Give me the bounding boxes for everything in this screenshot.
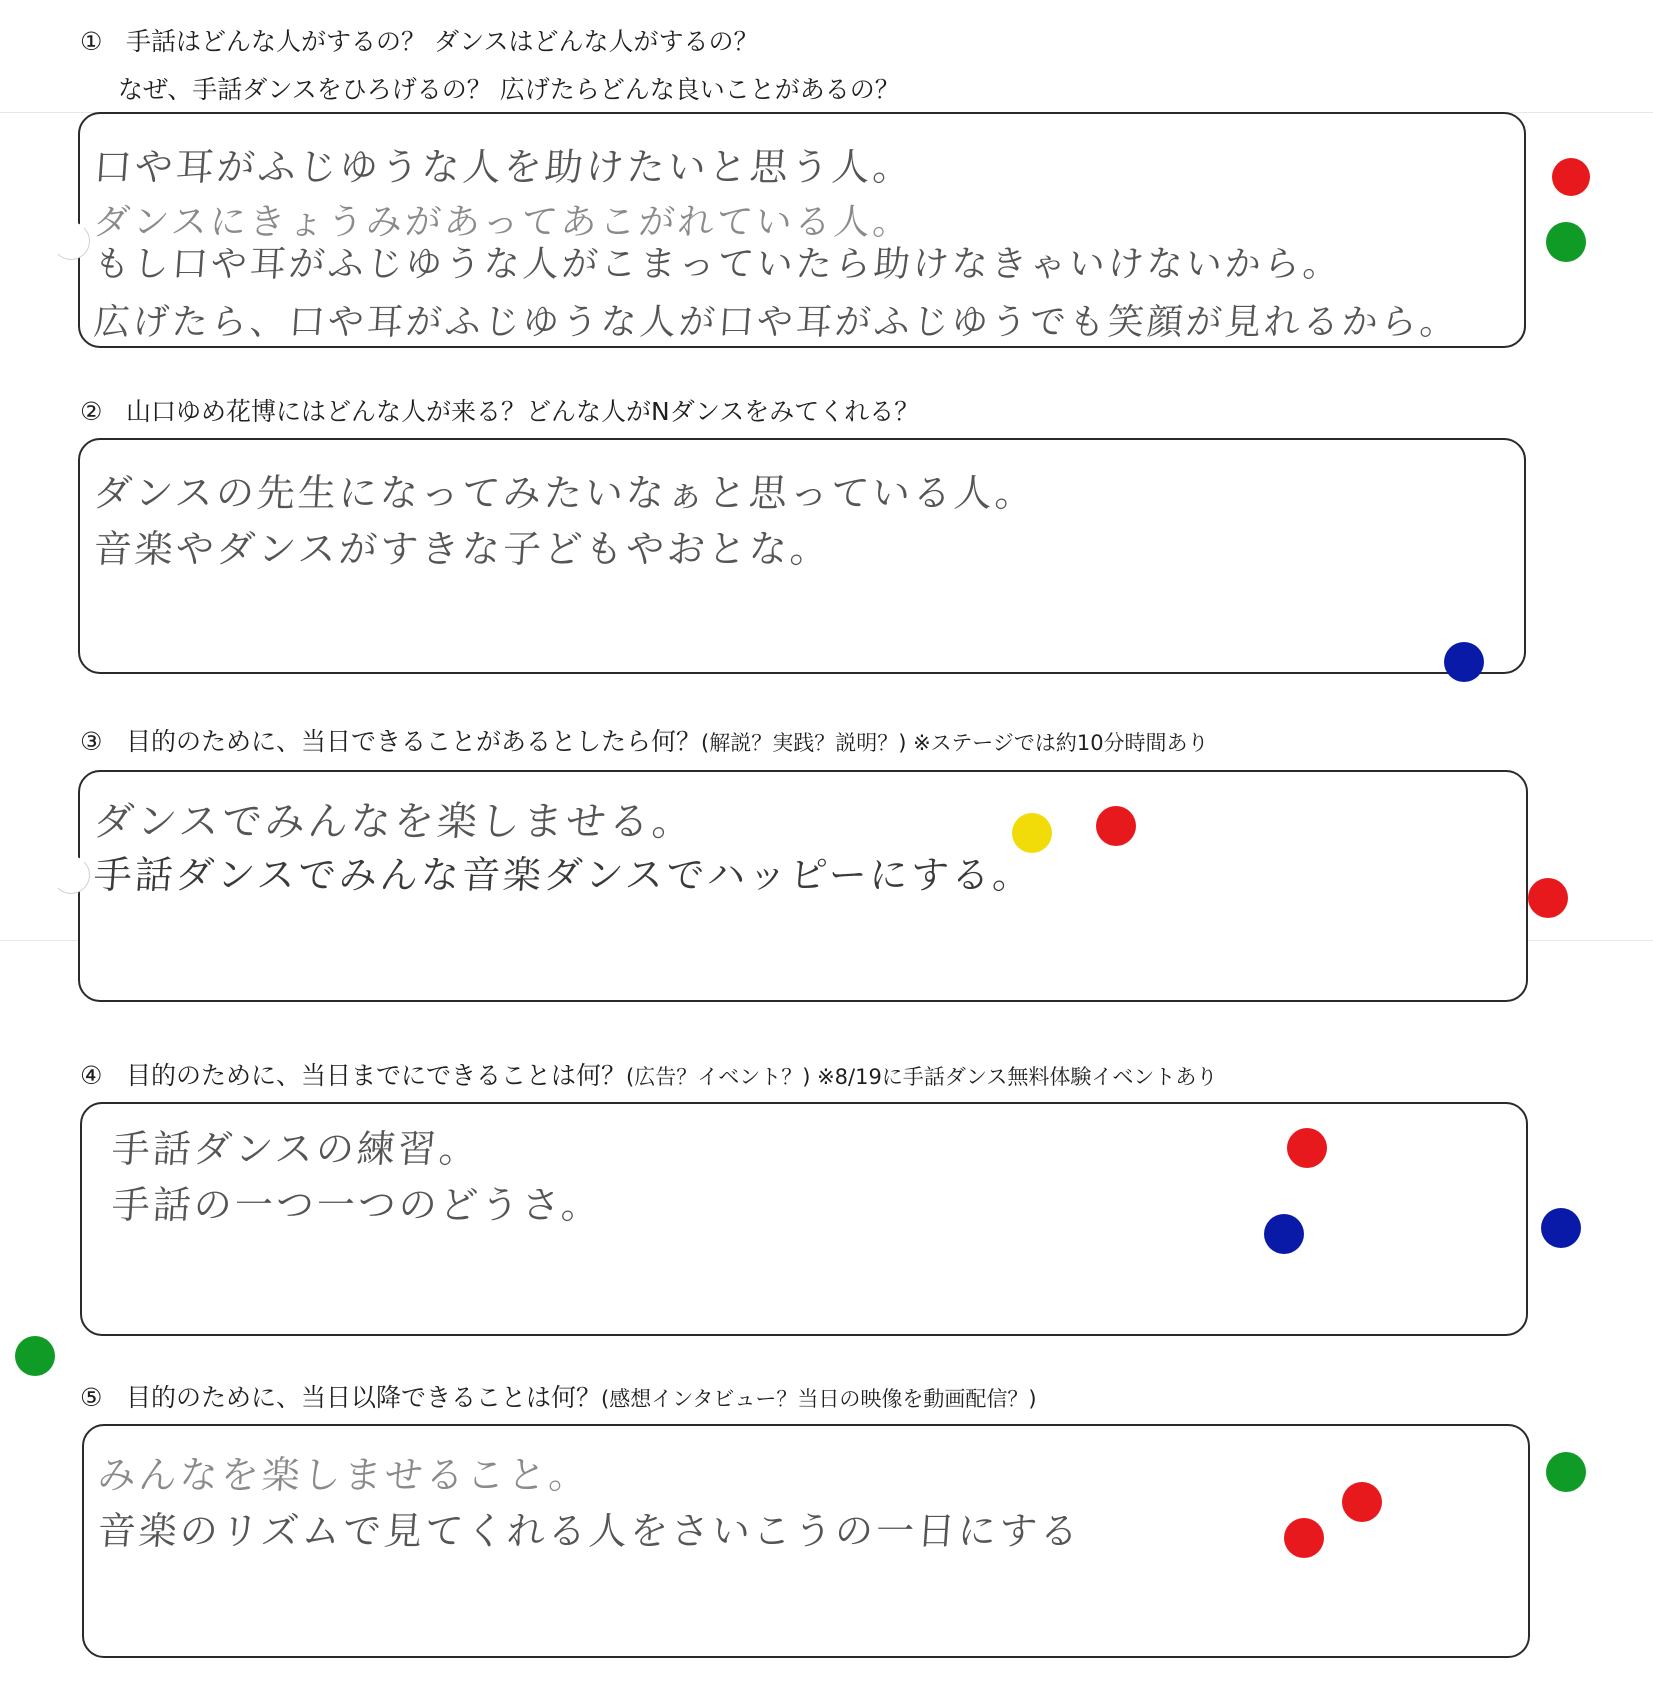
question-number: ③ (80, 727, 103, 756)
question-text: 山口ゆめ花博にはどんな人が来る？どんな人がNダンスをみてくれる？ (126, 397, 920, 426)
sticker-green (1546, 1452, 1586, 1492)
sticker-red (1287, 1128, 1327, 1168)
sticker-green (1546, 222, 1586, 262)
answer-box-2[interactable] (78, 438, 1526, 674)
answer-line: ダンスでみんなを楽しませる。 (92, 799, 697, 845)
question-4 (80, 1052, 1217, 1101)
answer-line: 手話ダンスの練習。 (110, 1127, 482, 1171)
sticker-blue (1264, 1214, 1304, 1254)
punch-hole (52, 222, 90, 260)
question-text: 手話はどんな人がするの？ ダンスはどんな人がするの？ (126, 27, 759, 56)
question-text: 目的のために、当日できることがあるとしたら何？ (126, 727, 702, 756)
sticker-red (1528, 878, 1568, 918)
question-note: (感想インタビュー？当日の映像を動画配信？) (601, 1387, 1037, 1411)
question-2 (80, 388, 919, 436)
answer-line: 口や耳がふじゆうな人を助けたいと思う人。 (92, 145, 916, 189)
question-3 (80, 718, 1209, 767)
question-text: 目的のために、当日以降できることは何？ (126, 1383, 602, 1412)
question-note: (広告？イベント？) ※8/19に手話ダンス無料体験イベントあり (626, 1065, 1218, 1089)
answer-box-3[interactable] (78, 770, 1528, 1002)
sticker-red (1284, 1518, 1324, 1558)
answer-line: もし口や耳がふじゆうな人がこまっていたら助けなきゃいけないから。 (92, 244, 1344, 285)
sticker-red (1552, 158, 1590, 196)
question-1 (80, 18, 900, 114)
sticker-yellow (1012, 813, 1052, 853)
question-note: (解説？実践？説明？) ※ステージでは約10分時間あり (701, 731, 1209, 755)
sticker-blue (1541, 1208, 1581, 1248)
sticker-red (1342, 1482, 1382, 1522)
answer-line: みんなを楽しませること。 (96, 1453, 592, 1497)
question-number: ② (80, 397, 103, 426)
question-text-line2: なぜ、手話ダンスをひろげるの？ 広げたらどんな良いことがあるの？ (118, 75, 900, 104)
answer-line: ダンスの先生になってみたいなぁと思っている人。 (92, 471, 1038, 515)
sticker-red (1096, 806, 1136, 846)
answer-line: 音楽のリズムで見てくれる人をさいこうの一日にする (96, 1509, 1083, 1553)
answer-line: 手話ダンスでみんな音楽ダンスでハッピーにする。 (92, 853, 1036, 897)
question-number: ⑤ (80, 1383, 103, 1412)
question-5 (80, 1374, 1037, 1423)
answer-line: 手話の一つ一つのどうさ。 (110, 1183, 604, 1227)
punch-hole (52, 856, 90, 894)
sticker-blue (1444, 642, 1484, 682)
question-text: 目的のために、当日までにできることは何？ (126, 1061, 627, 1090)
sticker-green (15, 1336, 55, 1376)
question-number: ④ (80, 1061, 103, 1090)
question-number: ① (80, 27, 103, 56)
answer-line: 広げたら、口や耳がふじゆうな人が口や耳がふじゆうでも笑顔が見れるから。 (92, 302, 1461, 343)
answer-line: 音楽やダンスがすきな子どもやおとな。 (92, 527, 833, 571)
answer-box-1[interactable] (78, 112, 1526, 348)
answer-line: ダンスにきょうみがあってあこがれている人。 (92, 202, 914, 243)
